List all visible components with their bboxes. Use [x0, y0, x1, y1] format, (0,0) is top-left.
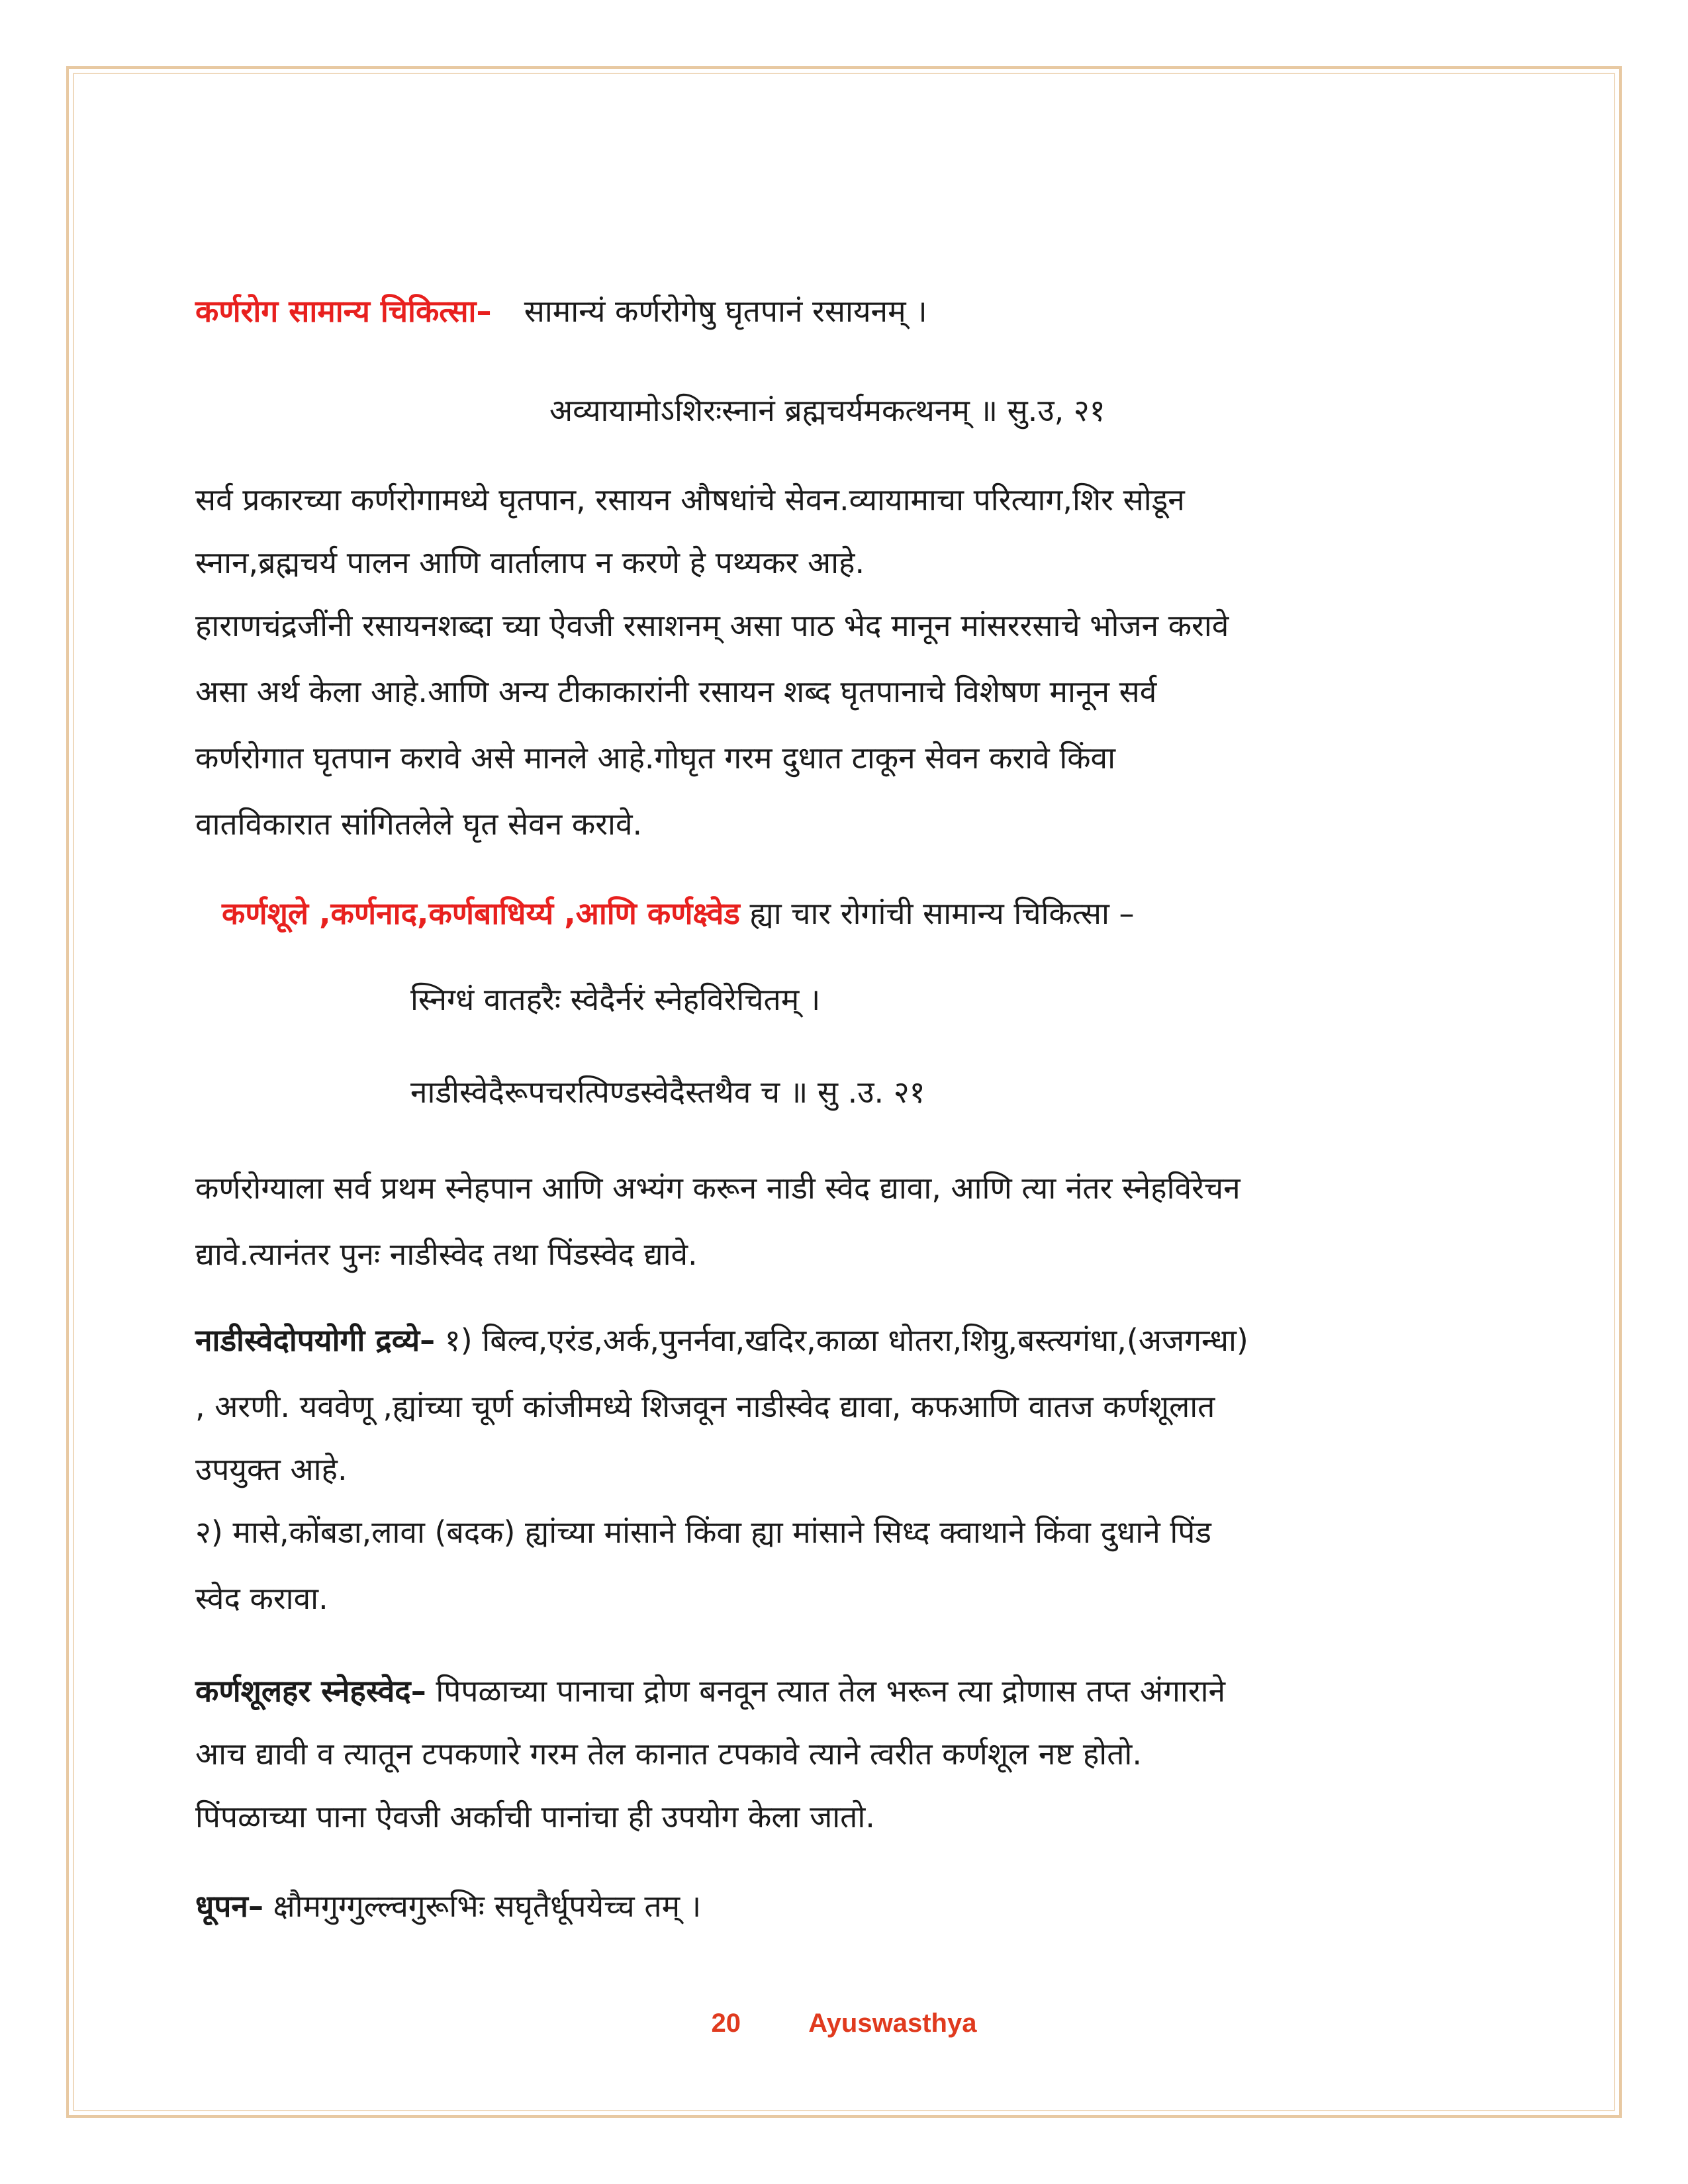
section-3-line: २) मासे,कोंबडा,लावा (बदक) ह्यांच्या मांसाने किंवा ह्या मांसाने सिध्द क्वाथाने किंवा दुधाने पिंड — [195, 1514, 1212, 1550]
section-2-title-line — [222, 880, 1135, 946]
section-3-title-line — [195, 1307, 1248, 1373]
section-2-verse-1: स्निग्धं वातहरैः स्वेदैर्नरं स्नेहविरेचितम् । — [410, 981, 821, 1017]
paragraph-1-line: कर्णरोगात घृतपान करावे असे मानले आहे.गोघृत गरम दुधात टाकून सेवन करावे किंवा — [195, 740, 1116, 776]
section-2-heading: कर्णशूले ,कर्णनाद,कर्णबाधिर्य्य ,आणि कर्णक्ष्वेड — [222, 895, 740, 931]
section-4-line: पिंपळाच्या पाना ऐवजी अर्काची पानांचा ही उपयोग केला जातो. — [195, 1799, 875, 1835]
section-1-verse-2: अव्यायामोऽशिरःस्नानं ब्रह्मचर्यमकत्थनम् ॥ सु.उ, २१ — [549, 392, 1105, 428]
section-1-verse-1: सामान्यं कर्णरोगेषु घृतपानं रसायनम् । — [524, 293, 927, 329]
section-5-heading: धूपन– — [195, 1888, 263, 1924]
paragraph-1-line: सर्व प्रकारच्या कर्णरोगामध्ये घृतपान, रसायन औषधांचे सेवन.व्यायामाचा परित्याग,शिर सोडून — [195, 482, 1185, 518]
section-5-line — [195, 1873, 701, 1939]
section-3-line: स्वेद करावा. — [195, 1580, 328, 1616]
section-5-text: क्षौमगुग्गुल्ल्वगुरूभिः सघृतैर्धूपयेच्च तम् । — [273, 1888, 702, 1924]
paragraph-2-line: कर्णरोग्याला सर्व प्रथम स्नेहपान आणि अभ्यंग करून नाडी स्वेद द्यावा, आणि त्या नंतर स्नेहविरेचन — [195, 1170, 1241, 1206]
page-number: 20 — [711, 2009, 741, 2038]
paragraph-1-line: हाराणचंद्रजींनी रसायनशब्दा च्या ऐवजी रसाशनम् असा पाठ भेद मानून मांसररसाचे भोजन करावे — [195, 608, 1229, 643]
section-3-line: उपयुक्त आहे. — [195, 1451, 348, 1487]
paragraph-1-line: असा अर्थ केला आहे.आणि अन्य टीकाकारांनी रसायन शब्द घृतपानाचे विशेषण मानून सर्व — [195, 674, 1157, 709]
section-2-verse-2: नाडीस्वेदैरूपचरत्पिण्डस्वेदैस्तथैव च ॥ सु .उ. २१ — [410, 1074, 925, 1110]
section-1-title-line — [195, 278, 927, 344]
paragraph-1-line: स्नान,ब्रह्मचर्य पालन आणि वार्तालाप न करणे हे पथ्यकर आहे. — [195, 545, 865, 580]
section-2-heading-rest: ह्या चार रोगांची सामान्य चिकित्सा – — [749, 895, 1135, 931]
section-4-line-1-rest: पिपळाच्या पानाचा द्रोण बनवून त्यात तेल भरून त्या द्रोणास तप्त अंगाराने — [436, 1673, 1226, 1709]
section-3-line-1-rest: १) बिल्व,एरंड,अर्क,पुनर्नवा,खदिर,काळा धोतरा,शिग्रु,बस्त्यगंधा,(अजगन्धा) — [444, 1322, 1248, 1358]
section-3-line: , अरणी. यववेणू ,ह्यांच्या चूर्ण कांजीमध्ये शिजवून नाडीस्वेद द्यावा, कफआणि वातज कर्णशूलात — [195, 1388, 1215, 1424]
section-4-line: आच द्यावी व त्यातून टपकणारे गरम तेल कानात टपकावे त्याने त्वरीत कर्णशूल नष्ट होतो. — [195, 1736, 1142, 1772]
document-title: Ayuswasthya — [808, 2009, 977, 2038]
page-footer — [0, 2009, 1688, 2038]
paragraph-1-line: वातविकारात सांगितलेले घृत सेवन करावे. — [195, 806, 643, 842]
section-1-heading: कर्णरोग सामान्य चिकित्सा– — [195, 293, 492, 329]
section-4-heading: कर्णशूलहर स्नेहस्वेद– — [195, 1673, 426, 1709]
section-3-heading: नाडीस्वेदोपयोगी द्रव्ये– — [195, 1322, 436, 1358]
section-4-title-line — [195, 1658, 1225, 1724]
paragraph-2-line: द्यावे.त्यानंतर पुनः नाडीस्वेद तथा पिंडस्वेद द्यावे. — [195, 1236, 698, 1272]
